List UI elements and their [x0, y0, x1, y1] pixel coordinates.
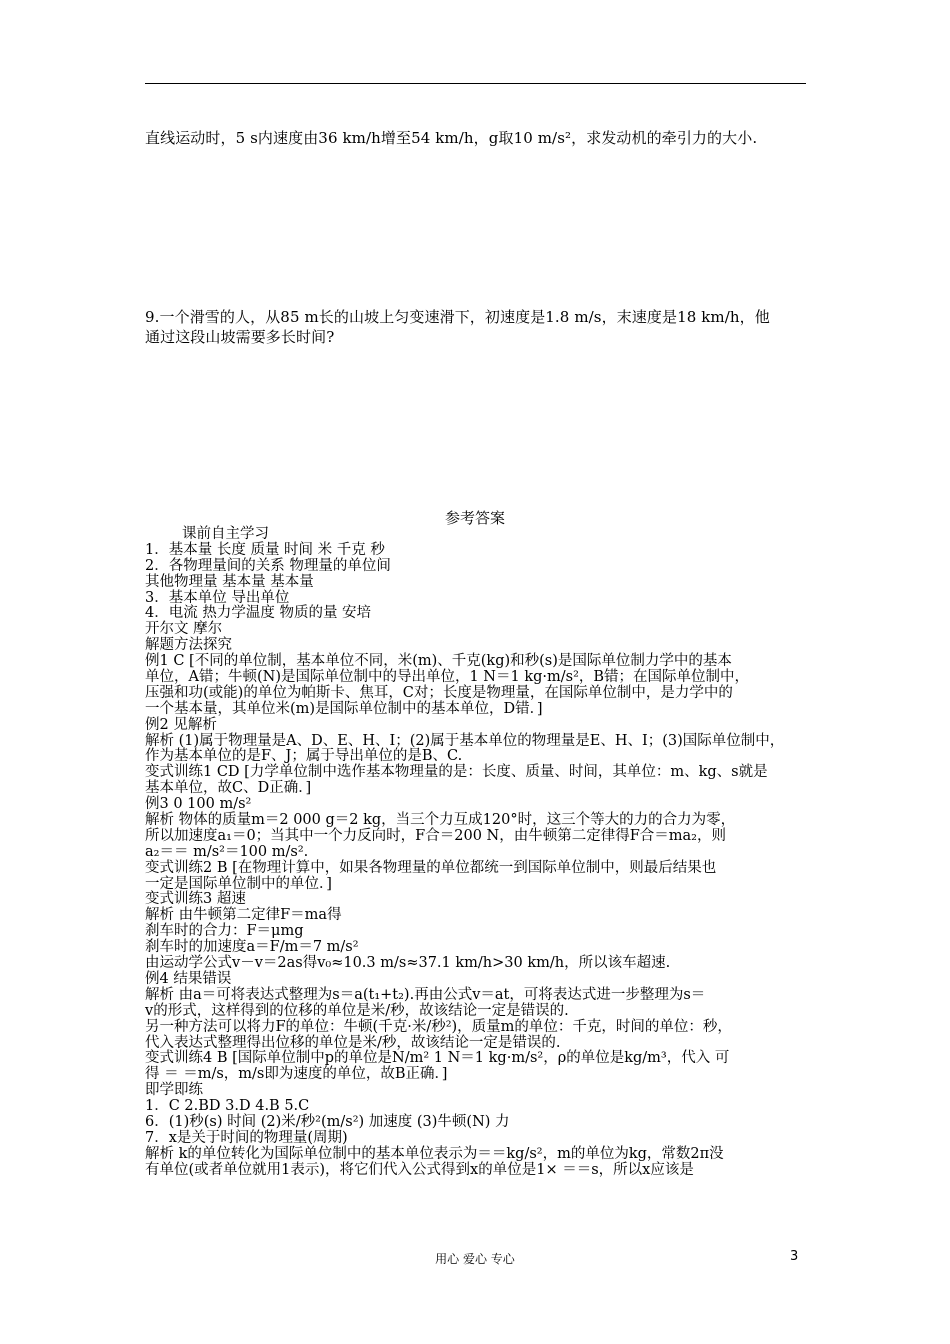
- question-9-line-2: 通过这段山坡需要多长时间?: [145, 328, 335, 346]
- answer-line: 得 ＝ ＝m/s，m/s即为速度的单位，故B正确．]: [145, 1066, 448, 1083]
- answers-title: 参考答案: [444, 509, 505, 527]
- answer-key: [145, 527, 813, 1179]
- question-9-line-1: 9.一个滑雪的人，从85 m长的山坡上匀变速滑下，初速度是1.8 m/s，末速度是18 km/h，他: [145, 308, 770, 326]
- answer-line: 代入表达式整理得出位移的单位是米/秒，故该结论一定是错误的.: [145, 1034, 561, 1051]
- answer-line: 压强和功(或能)的单位为帕斯卡、焦耳，C对；长度是物理量，在国际单位制中，是力学中的: [145, 684, 733, 701]
- answer-line: v的形式，这样得到的位移的单位是米/秒，故该结论一定是错误的.: [145, 1002, 569, 1019]
- answer-line: 解题方法探究: [145, 637, 232, 654]
- answer-line: 一个基本量，其单位米(m)是国际单位制中的基本单位，D错．]: [145, 700, 543, 717]
- answer-line: 例1 C [不同的单位制，基本单位不同，米(m)、千克(kg)和秒(s)是国际单位制力学中的基本: [145, 653, 732, 670]
- answer-line: 开尔文 摩尔: [145, 621, 223, 638]
- answer-line: 其他物理量 基本量 基本量: [145, 573, 314, 590]
- answer-line: 1．基本量 长度 质量 时间 米 千克 秒: [145, 541, 385, 558]
- answer-line: 解析 (1)属于物理量是A、D、E、H、I；(2)属于基本单位的物理量是E、H、I；(3)国际单位制中，: [145, 732, 785, 749]
- answer-line: 单位，A错；牛顿(N)是国际单位制中的导出单位，1 N＝1 kg·m/s²，B错；在国际单位制中，: [145, 669, 750, 686]
- answer-line: a₂＝＝ m/s²＝100 m/s².: [145, 843, 309, 860]
- answer-line: 解析 物体的质量m＝2 000 g＝2 kg，当三个力互成120°时，这三个等大的力的合力为零，: [145, 812, 736, 829]
- answer-line: 变式训练1 CD [力学单位制中选作基本物理量的是：长度、质量、时间，其单位：m、kg、s就是: [145, 764, 768, 781]
- answer-line: 3．基本单位 导出单位: [145, 589, 290, 606]
- answer-line: 解析 由牛顿第二定律F＝ma得: [145, 907, 342, 924]
- answer-line: 另一种方法可以将力F的单位：牛顿(千克·米/秒²)，质量m的单位：千克，时间的单位：秒，: [145, 1018, 732, 1035]
- answer-line: 基本单位，故C、D正确．]: [145, 780, 312, 797]
- question-8-tail: 直线运动时，5 s内速度由36 km/h增至54 km/h，g取10 m/s²，求发动机的牵引力的大小.: [145, 129, 758, 147]
- answer-line: 4．电流 热力学温度 物质的量 安培: [145, 605, 372, 622]
- answer-line: 6．(1)秒(s) 时间 (2)米/秒²(m/s²) 加速度 (3)牛顿(N) 力: [145, 1113, 510, 1130]
- answer-line: 作为基本单位的是F、J；属于导出单位的是B、C.: [145, 748, 463, 765]
- answer-line: 变式训练2 B [在物理计算中，如果各物理量的单位都统一到国际单位制中，则最后结果也: [145, 859, 717, 876]
- answer-line: 变式训练3 超速: [145, 891, 246, 908]
- answer-line: 有单位(或者单位就用1表示)，将它们代入公式得到x的单位是1× ＝＝s，所以x应该是: [145, 1161, 694, 1178]
- answer-line: 刹车时的加速度a＝F/m＝7 m/s²: [145, 939, 359, 956]
- answer-line: 1．C 2.BD 3.D 4.B 5.C: [145, 1098, 310, 1115]
- answer-line: 由运动学公式v－v＝2as得v₀≈10.3 m/s≈37.1 km/h>30 km/h，所以该车超速.: [145, 955, 671, 972]
- answer-line: 例4 结果错误: [145, 970, 232, 987]
- footer-motto: 用心 爱心 专心: [435, 1252, 515, 1266]
- answer-line: 解析 由a＝可将表达式整理为s＝a(t₁+t₂).再由公式v＝at，可将表达式进一步整理为s＝: [145, 986, 706, 1003]
- header-rule: [145, 83, 806, 84]
- answer-line: 解析 k的单位转化为国际单位制中的基本单位表示为＝＝kg/s²，m的单位为kg，常数2π没: [145, 1145, 724, 1162]
- answer-line: 即学即练: [145, 1082, 203, 1099]
- answer-line: 例3 0 100 m/s²: [145, 796, 252, 813]
- answer-line: 例2 见解析: [145, 716, 217, 733]
- answer-line: 2．各物理量间的关系 物理量的单位间: [145, 557, 391, 574]
- answer-line: 刹车时的合力：F＝μmg: [145, 923, 304, 940]
- answer-line: 一定是国际单位制中的单位．]: [145, 875, 332, 892]
- page-number: 3: [790, 1249, 799, 1264]
- answer-line: 变式训练4 B [国际单位制中p的单位是N/m² 1 N＝1 kg·m/s²，ρ的单位是kg/m³，代入 可: [145, 1050, 730, 1067]
- answer-line: 所以加速度a₁＝0；当其中一个力反向时，F合＝200 N，由牛顿第二定律得F合＝ma₂，则: [145, 827, 726, 844]
- answer-line: 7．x是关于时间的物理量(周期): [145, 1129, 348, 1146]
- answer-line: 课前自主学习: [182, 526, 269, 542]
